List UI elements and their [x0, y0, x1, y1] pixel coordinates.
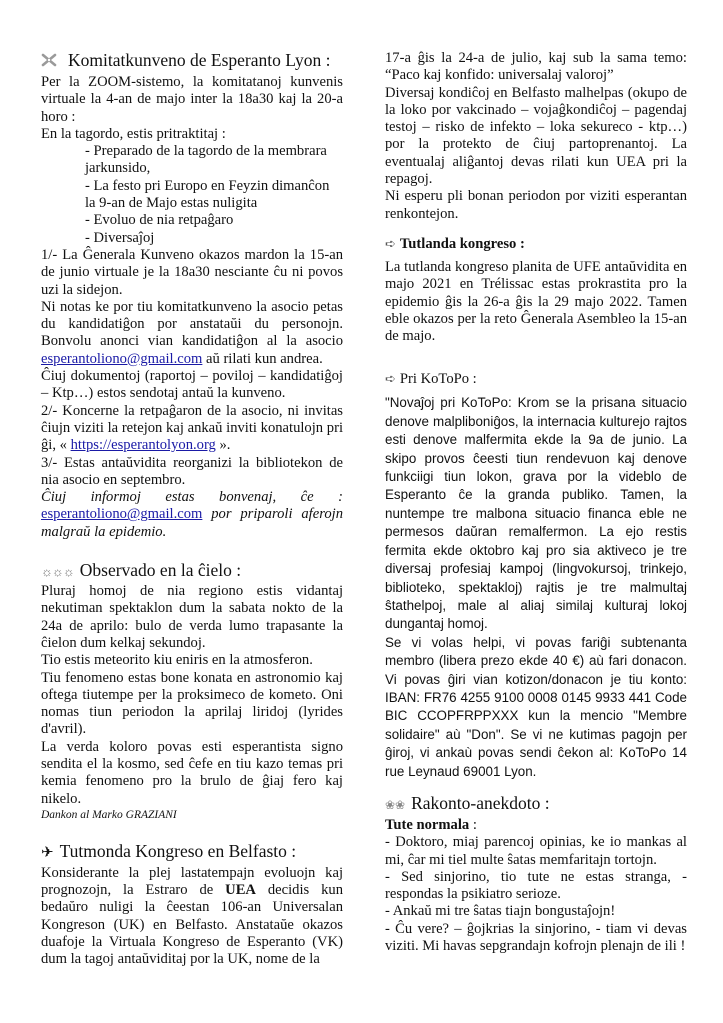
paragraph: 1/- La Ĝenerala Kunveno okazos mardon la 15-an de junio virtuale je la 18a30 nesciante ĉu ni povos uzi la sidejon.: [41, 246, 343, 298]
paragraph: Tiu fenomeno estas bone konata en astronomio kaj oftega tiutempe per la proksimeco de kometo. Oni nomas tiun periodon la aprilaj liridoj (lyrides d'avril).: [41, 669, 343, 738]
agenda-item: - Diversaĵoj: [85, 229, 155, 246]
right-column: [385, 50, 687, 955]
paragraph: Diversaj kondiĉoj en Belfasto malhelpas (okupo de la loko por vakcinado – vojaĝkondiĉoj – pagendaj testoj – risko de infekto – loka sekureco - ktp…) por la protekto de ĉiuj partoprenantoj. La eventualaj aliĝantoj devas rilati kun UEA pri la repagoj.: [385, 84, 687, 188]
section-rakonto: [385, 793, 687, 955]
paragraph: "Novaĵoj pri KoToPo: Krom se la prisana situacio denove malpliboniĝos, la internacia kulturejo rajtos esti denove malfermita ekde la 9a de junio. La skipo provos ĉeesti tiun rendevuon kaj denove funkciigi tiun lokon, grava por la videblo de Esperanto ĉe la granda publiko. Tamen, la nuntempe tre malbona situacio financa eble ne permesos daŭran remalfermon. La ejo restis fermita ekde oktobro kaj pro sia aktiveco je tre diversaj profesiaj kampoj (lingvokursoj, trinkejo, biblioteko, spektakloj) rajtis je tre malmultaj ŝtathelpoj, male al aliaj similaj kulturaj lokoj dungantaj homoj.: [385, 395, 687, 632]
paragraph: [41, 506, 343, 541]
section-kotopo: [385, 370, 687, 781]
section-komitatkunveno: [41, 50, 343, 541]
section-title: Pri KoToPo :: [399, 371, 477, 388]
paragraph: Pluraj homoj de nia regiono estis vidantaj nekutiman spektaklon dum la sabata nokto de la 24a de aprilo: bulo de verda lumo trapasante la ĉielon dum kelkaj sekundoj.: [41, 583, 343, 651]
section-title: Tutlanda kongreso :: [399, 235, 525, 252]
email-link[interactable]: esperantoliono@gmail.com: [41, 506, 203, 523]
section-title: Rakonto-anekdoto :: [411, 792, 550, 813]
arrow-right-icon: ➪: [385, 371, 396, 387]
credit: Dankon al Marko GRAZIANI: [41, 808, 177, 821]
arrow-right-icon: ➪: [385, 235, 396, 251]
section-title: Tutmonda Kongreso en Belfasto :: [59, 840, 297, 861]
section-observado: [41, 560, 343, 822]
section-heading: [41, 560, 343, 582]
section-heading: [385, 370, 687, 388]
section-tutlanda: [385, 235, 687, 345]
paragraph: 17-a ĝis la 24-a de julio, kaj sub la sama temo: “Paco kaj konfido: universalaj valoroj”: [385, 50, 687, 84]
subtitle: [385, 817, 687, 834]
text: aŭ rilati kun andrea.: [202, 350, 323, 367]
airplane-icon: ✈: [41, 844, 54, 861]
section-heading: [385, 793, 687, 816]
section-title: Komitatkunveno de Esperanto Lyon :: [68, 50, 331, 70]
email-link[interactable]: esperantoliono@gmail.com: [41, 350, 203, 367]
agenda-item: - La festo pri Europo en Feyzin dimanĉon la 9-an de Majo estas nuligita: [85, 177, 330, 212]
text: :: [469, 816, 477, 833]
dialogue-line: - Sed sinjorino, tio tute ne estas stranga, - respondas la psikiatro serioze.: [385, 868, 687, 903]
subtitle-text: Tute normala: [385, 816, 470, 833]
section-heading: [41, 841, 343, 864]
section-heading: [385, 235, 687, 253]
text: ».: [215, 437, 231, 454]
website-link[interactable]: https://esperantolyon.org: [70, 437, 216, 454]
text: Ni notas ke por tiu komitatkunveno la asocio petas du kandidatiĝon por anstataŭi du personojn. Bonvolu anonci vian kandidatiĝon al la asocio: [41, 298, 343, 350]
paragraph: Se vi volas helpi, vi povas fariĝi subtenanta membro (libera prezo ekde 40 €) aù fari donacon. Vi povas ĝiri vian kotizon/donacon je tiu konto: IBAN: FR76 4255 9100 0008 0145 9933 441 Code BIC CCOPFRPPXXX kun la mencio "Membre solidaire" aù "Don". Se vi ne kutimas pagojn per ĝiroj, vi ankaù povas sendi ĉekon al: KoToPo 14 rue Leynaud 69001 Lyon.: [385, 634, 687, 779]
agenda-item: - Evoluo de nia retpaĝaro: [85, 212, 234, 229]
paragraph: [41, 865, 343, 969]
paragraph: La tutlanda kongreso planita de UFE antaŭvidita en majo 2021 en Trélissac estas prokrastita pro la epidemio ĝis la 26-a ĝis la 29 majo 2022. Tamen eble okazos per la reto Ĝenerala Asembleo la 15-an de majo.: [385, 258, 687, 345]
paragraph: Tio estis meteorito kiu eniris en la atmosferon.: [41, 652, 313, 669]
paragraph: 3/- Estas antaŭvidita reorganizi la bibliotekon de nia asocio en septembro.: [41, 454, 343, 488]
paragraph: Ĉiuj informoj estas bonvenaj, ĉe :: [41, 489, 343, 506]
uea-acronym: UEA: [225, 882, 256, 899]
section-belfasto: [41, 841, 343, 969]
section-title: Observado en la ĉielo :: [79, 560, 242, 581]
flowers-icon: ❀❀: [385, 797, 406, 812]
text: 2/- Koncerne la retpaĝaron de la asocio, ni invitas ĉiujn viziti la retejon kaj ankaŭ inviti konatulojn pri ĝi, «: [41, 402, 343, 454]
dialogue-line: - Ĉu vere? – ĝojkrias la sinjorino, - tiam vi devas viziti. Mi havas sepgrandajn kofrojn plenajn de ili !: [385, 920, 687, 955]
dialogue-line: - Doktoro, miaj parencoj opinias, ke io mankas al mi, ĉar mi tiel multe ŝatas memfaritajn tortojn.: [385, 834, 687, 868]
left-column: [41, 50, 343, 969]
paragraph: La verda koloro povas esti esperantista signo sendita el la kosmo, sed ĉefe en tiu kazo temas pri kemia fenomeno pro la brulo de ĝiaj fero kaj nikelo.: [41, 738, 343, 807]
paragraph: [41, 299, 343, 368]
paragraph: [41, 403, 343, 455]
stars-icon: ☼☼☼: [41, 564, 74, 580]
text: por priparoli aferojn malgraŭ la epidemio.: [41, 506, 343, 540]
paragraph: En la tagordo, estis pritraktitaj :: [41, 125, 226, 142]
dialogue-line: - Ankaŭ mi tre ŝatas tiajn bongustaĵojn!: [385, 903, 616, 920]
scissors-x-icon: [41, 52, 62, 73]
paragraph: Per la ZOOM-sistemo, la komitatanoj kunvenis virtuale la 4-an de majo inter la 18a30 kaj la 20-a horo :: [41, 74, 343, 125]
text: Konsiderante la plej lastatempajn evoluojn kaj prognozojn, la Estraro de: [41, 864, 343, 899]
paragraph: Ĉiuj dokumentoj (raportoj – poviloj – kandidatiĝoj – Ktp…) estos sendotaj antaŭ la kunveno.: [41, 368, 343, 402]
text: decidis kun bedaŭro nuligi la ĉeestan 106-an Universalan Kongreson (UK) en Belfasto. Anstataŭe okazos duafoje la Virtuala Kongreso de Esperanto (VK) dum la tagoj antaŭviditaj por la UK, nome de la: [41, 882, 343, 968]
agenda-item: - Preparado de la tagordo de la membrara jarkunsido,: [85, 143, 327, 177]
paragraph: Ni esperu pli bonan periodon por viziti esperantan renkontejon.: [385, 188, 687, 222]
section-heading: [41, 50, 343, 73]
section-belfasto-continued: [385, 50, 687, 223]
agenda-list: [41, 143, 343, 247]
